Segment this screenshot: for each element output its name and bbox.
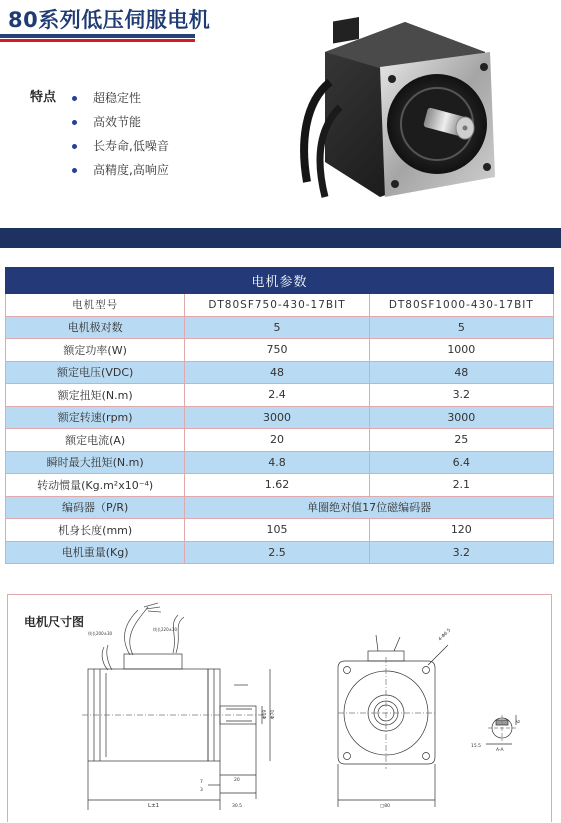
spec-table-heading: 电机参数 [6,268,554,294]
svg-text:A-A: A-A [496,748,504,753]
svg-text:线长200±30: 线长200±30 [88,631,113,636]
side-view [82,603,276,810]
table-row: 瞬时最大扭矩(N.m) 4.8 6.4 [6,451,554,474]
table-row: 额定扭矩(N.m) 2.4 3.2 [6,384,554,407]
table-row: 额定电压(VDC) 48 48 [6,361,554,384]
title-underline-blue [0,34,195,38]
table-row: 编码器（P/R) 单圈绝对值17位磁编码器 [6,496,554,519]
feature-item: 高效节能 [72,110,169,134]
svg-text:4-Φ6.5: 4-Φ6.5 [437,628,453,643]
table-row: 电机重量(Kg) 2.5 3.2 [6,541,554,564]
table-row: 电机极对数 5 5 [6,316,554,339]
table-row: 转动惯量(Kg.m²x10⁻⁴) 1.62 2.1 [6,474,554,497]
table-row: 额定功率(W) 750 1000 [6,339,554,362]
svg-text:30.5: 30.5 [232,804,243,809]
page-title: 80系列低压伺服电机 [8,8,211,32]
title-underline-red [0,39,195,42]
section-view [471,715,522,753]
dimension-drawing-panel [7,594,552,822]
bullet-icon [72,144,77,149]
bullet-icon [72,120,77,125]
feature-item: 长寿命,低噪音 [72,134,169,158]
bullet-icon [72,96,77,101]
table-row: 额定电流(A) 20 25 [6,429,554,452]
section-band [0,228,561,248]
servo-motor-image [285,12,515,212]
front-view [338,627,452,809]
features-label: 特点 [30,90,57,105]
dimension-drawing-title: 电机尺寸图 [24,615,85,629]
motor-spec-table [5,267,554,564]
feature-item: 高精度,高响应 [72,158,169,182]
svg-text:7: 7 [200,780,203,785]
svg-text:6: 6 [517,720,522,723]
bullet-icon [72,168,77,173]
spec-table-wrapper [5,267,554,564]
table-row: 额定转速(rpm) 3000 3000 [6,406,554,429]
svg-text:Φ19: Φ19 [263,709,268,719]
svg-text:15.5: 15.5 [471,744,482,749]
svg-text:3: 3 [200,788,203,793]
features-list [72,86,169,182]
svg-text:Φ70: Φ70 [271,709,276,719]
svg-text:20: 20 [234,778,240,783]
length-label: L±1 [148,803,160,809]
svg-text:□80: □80 [380,804,390,809]
svg-text:线长220±30: 线长220±30 [153,627,178,632]
feature-item: 超稳定性 [72,86,169,110]
table-row: 机身长度(mm) 105 120 [6,519,554,542]
technical-drawing [8,595,553,823]
table-row: 电机型号 DT80SF750-430-17BIT DT80SF1000-430-17BIT [6,294,554,317]
